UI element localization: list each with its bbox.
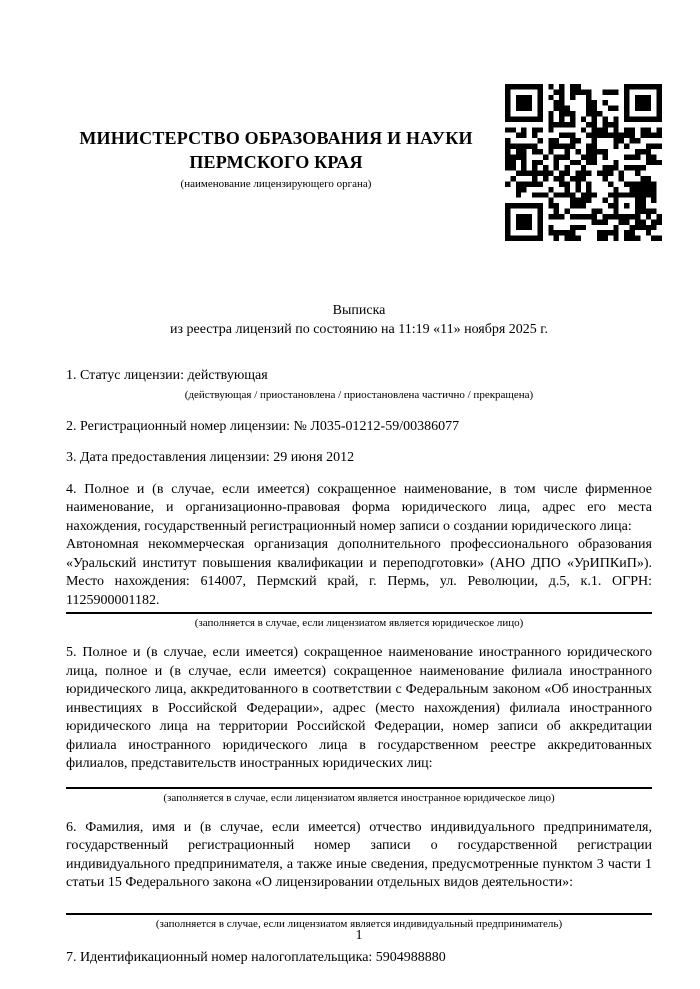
- document-body: [66, 0, 652, 967]
- item-7-text: 7. Идентификационный номер налогоплательщика: 5904988880: [66, 949, 446, 965]
- item-4-legal-entity: [66, 481, 652, 632]
- item-6-individual-entrepreneur: [66, 819, 652, 932]
- item-6-text: 6. Фамилия, имя и (в случае, если имеется) отчество индивидуального предпринимателя, государственный регистрационный номер записи о государственной регистрации индивидуального предпринимателя, а также иные сведения, предусмотренные пунктом 3 части 1 статьи 15 Федерального закона «О лицензировании отдельных видов деятельности»:: [66, 819, 652, 890]
- item-3-license-date: [66, 449, 652, 468]
- fill-line: [66, 612, 652, 614]
- document-title-block: [66, 302, 652, 339]
- document-subtitle: из реестра лицензий по состоянию на 11:19 «11» ноября 2025 г.: [170, 321, 548, 337]
- item-2-text: 2. Регистрационный номер лицензии: № Л035-01212-59/00386077: [66, 418, 460, 434]
- document-title: Выписка: [332, 303, 386, 318]
- ministry-name-line2: ПЕРМСКОГО КРАЯ: [189, 152, 363, 172]
- fill-line: [66, 913, 652, 915]
- item-3-text: 3. Дата предоставления лицензии: 29 июня 2012: [66, 450, 355, 465]
- fill-line: [66, 787, 652, 789]
- page-number: 1: [355, 928, 363, 943]
- item-1-license-status: [66, 367, 652, 403]
- item-1-text: 1. Статус лицензии: действующая: [66, 368, 268, 383]
- item-5-note: (заполняется в случае, если лицензиатом является иностранное юридическое лицо): [163, 791, 555, 804]
- item-4-note: (заполняется в случае, если лицензиатом является юридическое лицо): [194, 617, 524, 629]
- item-2-registration-number: [66, 418, 652, 437]
- item-6-note: (заполняется в случае, если лицензиатом является индивидуальный предприниматель): [155, 917, 563, 930]
- item-5-foreign-entity: [66, 644, 652, 806]
- item-4-text: 4. Полное и (в случае, если имеется) сокращенное наименование, в том числе фирменное наименование, и организационно-правовая форма юридического лица, адрес его места нахождения, государственный регистрационный номер записи о создании юридического лица:: [66, 481, 652, 534]
- item-7-taxpayer-id: [66, 949, 652, 968]
- item-5-text: 5. Полное и (в случае, если имеется) сокращенное наименование иностранного юридического лица, полное и (в случае, если имеется) сокращенное наименование филиала иностранного юридического лица, аккредитованного в соответствии с Федеральным законом «Об иностранных инвестициях в Российской Федерации», адрес (место нахождения) филиала иностранного юридического лица на территории Российской Федерации, номер записи об аккредитации филиала иностранного юридического лица в государственном реестре аккредитованных филиалов, представительств иностранных юридических лиц:: [66, 645, 652, 771]
- ministry-name-line1: МИНИСТЕРСТВО ОБРАЗОВАНИЯ И НАУКИ: [79, 128, 473, 148]
- item-1-note: (действующая / приостановлена / приостановлена частично / прекращена): [184, 388, 534, 401]
- ministry-caption: (наименование лицензирующего органа): [180, 178, 372, 190]
- item-4-value: Автономная некоммерческая организация дополнительного профессионального образования «Уральский институт повышения квалификации и переподготовки» (АНО ДПО «УрИПКиП»). Место нахождения: 614007, Пермский край, г. Пермь, ул. Революции, д.5, к.1. ОГРН: 1125900001182.: [66, 537, 652, 608]
